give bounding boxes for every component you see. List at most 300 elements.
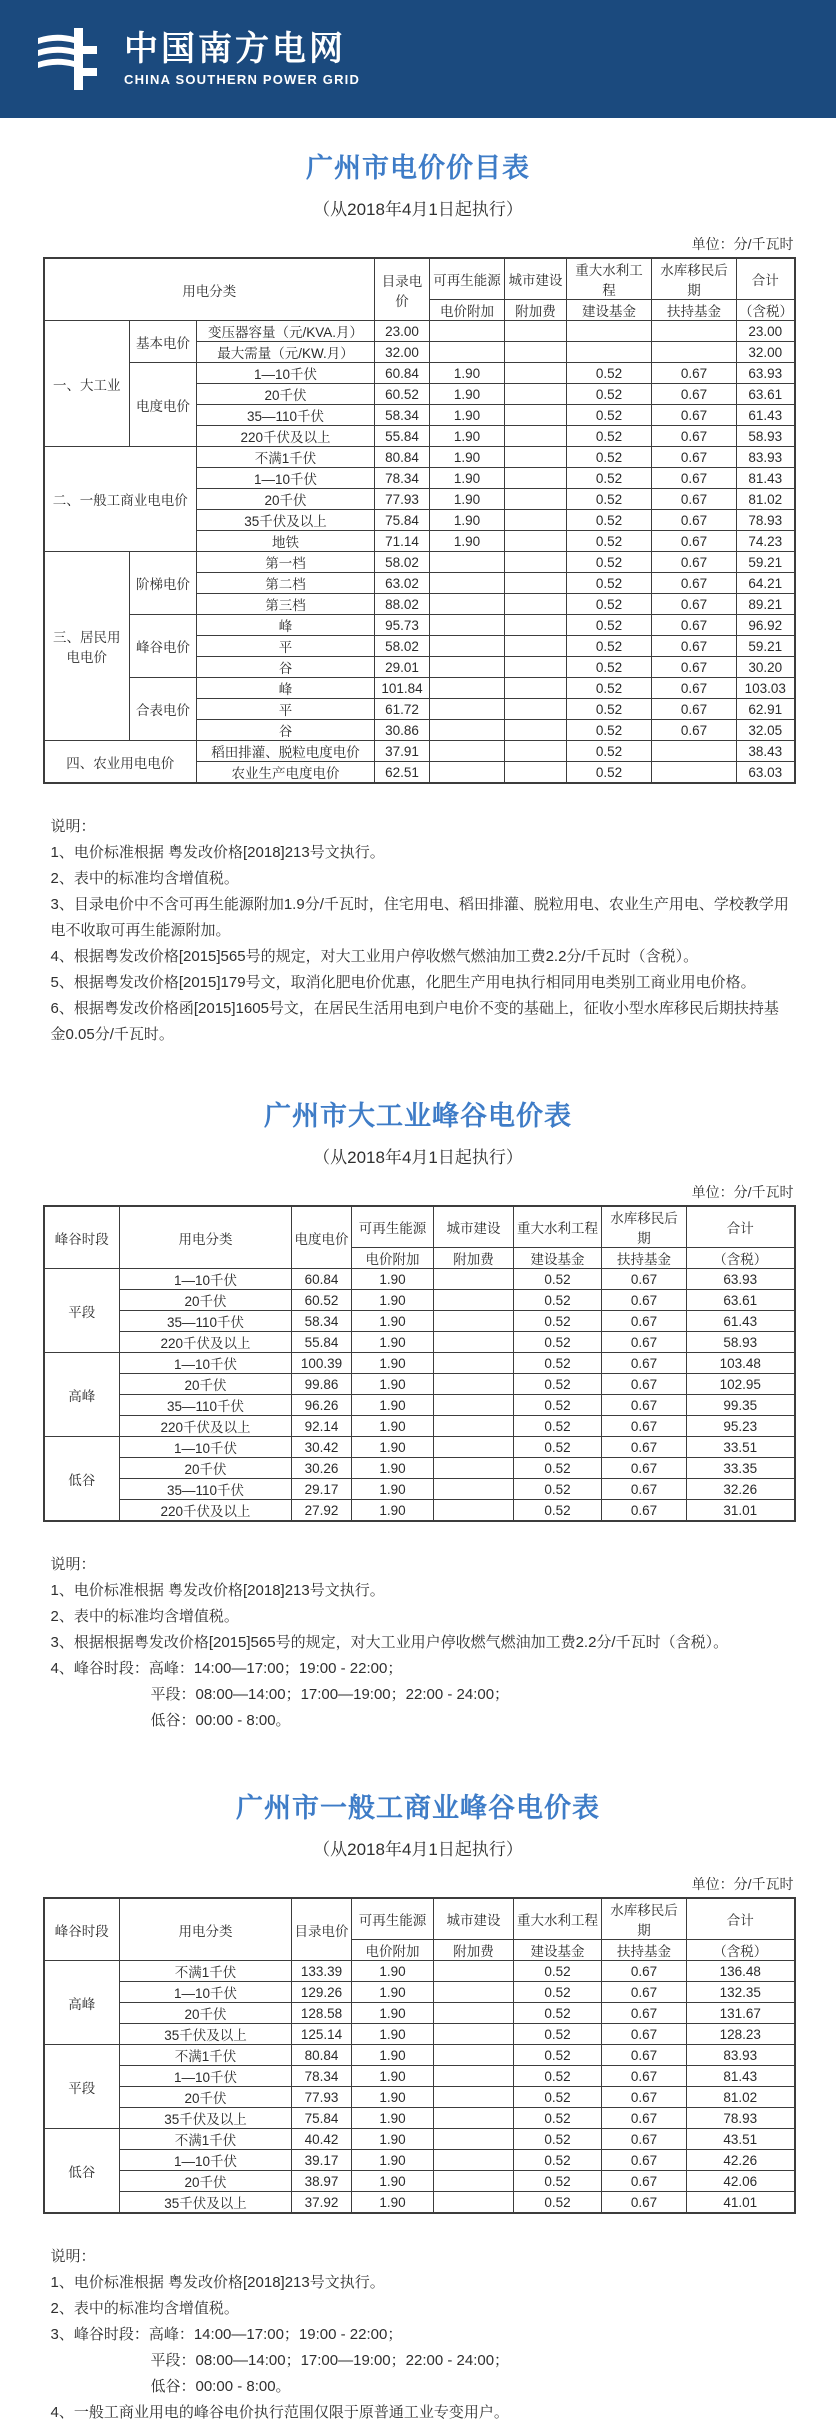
table-cell: 扶持基金 <box>652 300 737 321</box>
table-cell: 建设基金 <box>567 300 652 321</box>
section-price-list <box>43 146 794 1048</box>
table-row <box>44 2003 795 2024</box>
table-cell: 0.52 <box>514 2108 602 2129</box>
table-row <box>44 1311 795 1332</box>
table-row <box>44 1395 795 1416</box>
empty-cell <box>434 1458 514 1479</box>
table-cell: 62.51 <box>375 762 430 784</box>
table-cell: 20千伏 <box>120 1374 292 1395</box>
table-cell: 二、一般工商业电电价 <box>44 447 197 552</box>
table-cell: 0.52 <box>514 1458 602 1479</box>
table-cell: 89.21 <box>737 594 795 615</box>
table-cell: 0.67 <box>602 1290 687 1311</box>
table-cell: 1.90 <box>352 1395 434 1416</box>
table-cell: 1.90 <box>352 2150 434 2171</box>
table-cell: 63.93 <box>687 1269 795 1290</box>
table-cell: 0.52 <box>514 1290 602 1311</box>
table-cell: 60.52 <box>292 1290 352 1311</box>
table-cell: 43.51 <box>687 2129 795 2150</box>
empty-cell <box>505 342 567 363</box>
table-row <box>44 2045 795 2066</box>
table-cell: 78.34 <box>292 2066 352 2087</box>
table-cell: 1.90 <box>352 1332 434 1353</box>
table-cell: 低谷 <box>44 1437 120 1522</box>
table-cell: 0.52 <box>567 510 652 531</box>
table-row <box>44 447 795 468</box>
table-cell: 0.52 <box>567 699 652 720</box>
table-cell: 35千伏及以上 <box>120 2108 292 2129</box>
table-cell: 高峰 <box>44 1961 120 2045</box>
empty-cell <box>505 489 567 510</box>
table-cell: 0.52 <box>567 573 652 594</box>
table-cell: 不满1千伏 <box>120 2045 292 2066</box>
table-cell: 32.00 <box>375 342 430 363</box>
table-cell: 0.52 <box>567 426 652 447</box>
table-cell: 33.51 <box>687 1437 795 1458</box>
table-cell: 220千伏及以上 <box>120 1416 292 1437</box>
table-cell: 32.05 <box>737 720 795 741</box>
table-cell: 60.84 <box>375 363 430 384</box>
table-cell: 63.03 <box>737 762 795 784</box>
table-cell: 38.43 <box>737 741 795 762</box>
table-cell: 平 <box>197 636 375 657</box>
note-line: 平段：08:00—14:00；17:00—19:00；22:00 - 24:00； <box>150 1686 510 1703</box>
empty-cell <box>430 720 505 741</box>
table-cell: 102.95 <box>687 1374 795 1395</box>
table-row <box>44 1290 795 1311</box>
table-cell: 目录电价 <box>292 1898 352 1961</box>
table-cell: 37.91 <box>375 741 430 762</box>
empty-cell <box>505 636 567 657</box>
table-cell: 20千伏 <box>120 1458 292 1479</box>
empty-cell <box>430 678 505 699</box>
table-cell: 1.90 <box>352 2108 434 2129</box>
table-cell: 64.21 <box>737 573 795 594</box>
table-cell: 平段 <box>44 2045 120 2129</box>
table-cell: 0.67 <box>652 447 737 468</box>
table-cell: 78.34 <box>375 468 430 489</box>
empty-cell <box>434 1269 514 1290</box>
table1-subtitle: （从2018年4月1日起执行） <box>313 200 523 219</box>
table-cell: 0.52 <box>514 2129 602 2150</box>
table-cell: 地铁 <box>197 531 375 552</box>
table-cell: 0.67 <box>602 2192 687 2214</box>
table-cell: 39.17 <box>292 2150 352 2171</box>
empty-cell <box>434 1982 514 2003</box>
table-cell: 38.97 <box>292 2171 352 2192</box>
table-cell: 0.67 <box>602 2003 687 2024</box>
table-cell: 131.67 <box>687 2003 795 2024</box>
table2-unit-label: 单位：分/千瓦时 <box>691 1184 794 1200</box>
table1-title: 广州市电价价目表 <box>306 153 530 183</box>
table-cell: 1.90 <box>352 1458 434 1479</box>
table-cell: 1.90 <box>430 531 505 552</box>
table-cell: 0.67 <box>602 2150 687 2171</box>
table-cell: 建设基金 <box>514 1940 602 1961</box>
table-cell: 1—10千伏 <box>120 1437 292 1458</box>
empty-cell <box>430 594 505 615</box>
table-cell: 80.84 <box>292 2045 352 2066</box>
table-cell: 61.43 <box>737 405 795 426</box>
table-row <box>44 678 795 699</box>
table-cell: 58.02 <box>375 636 430 657</box>
table-cell: 1.90 <box>352 1437 434 1458</box>
table-cell: 0.52 <box>567 594 652 615</box>
table-row <box>44 1206 795 1248</box>
table-cell: 0.67 <box>602 2066 687 2087</box>
table-cell: 0.67 <box>602 2087 687 2108</box>
table-cell: （含税） <box>737 300 795 321</box>
table-cell: 20千伏 <box>120 2003 292 2024</box>
table-cell: 0.52 <box>514 1982 602 2003</box>
table-cell: 42.06 <box>687 2171 795 2192</box>
empty-cell <box>652 321 737 342</box>
note-line: 3、峰谷时段：高峰：14:00—17:00；19:00 - 22:00； <box>50 2326 403 2343</box>
table-row <box>44 321 795 342</box>
table-cell: 125.14 <box>292 2024 352 2045</box>
table-cell: 1—10千伏 <box>120 2150 292 2171</box>
table-cell: 0.67 <box>602 1479 687 1500</box>
table-row <box>44 552 795 573</box>
table-cell: 220千伏及以上 <box>120 1500 292 1522</box>
table-cell: 可再生能源 <box>352 1206 434 1248</box>
empty-cell <box>505 447 567 468</box>
table-cell: 峰谷时段 <box>44 1206 120 1269</box>
table1-unit-label: 单位：分/千瓦时 <box>691 236 794 252</box>
table-cell: 60.52 <box>375 384 430 405</box>
table-cell: 0.67 <box>652 636 737 657</box>
table-row <box>44 2066 795 2087</box>
table-cell: 75.84 <box>292 2108 352 2129</box>
table-cell: 220千伏及以上 <box>120 1332 292 1353</box>
note-line: 低谷：00:00 - 8:00。 <box>150 2378 291 2395</box>
table-cell: 0.52 <box>567 720 652 741</box>
table-cell: 1.90 <box>352 1353 434 1374</box>
table-cell: 一、大工业 <box>44 321 130 447</box>
table-cell: 变压器容量（元/KVA.月） <box>197 321 375 342</box>
note-line: 1、电价标准根据 粤发改价格[2018]213号文执行。 <box>50 844 385 861</box>
table-cell: 0.67 <box>602 1416 687 1437</box>
table-cell: 59.21 <box>737 552 795 573</box>
note-line: 2、表中的标准均含增值税。 <box>50 1608 239 1625</box>
empty-cell <box>434 1353 514 1374</box>
empty-cell <box>430 573 505 594</box>
table-cell: 132.35 <box>687 1982 795 2003</box>
empty-cell <box>430 657 505 678</box>
table-cell: 63.61 <box>687 1290 795 1311</box>
table-cell: 农业生产电度电价 <box>197 762 375 784</box>
table-cell: 0.67 <box>602 1500 687 1522</box>
empty-cell <box>505 573 567 594</box>
table-cell: 不满1千伏 <box>120 2129 292 2150</box>
table-cell: 1.90 <box>352 2171 434 2192</box>
table-cell: 0.67 <box>652 531 737 552</box>
table-cell: 0.67 <box>602 1437 687 1458</box>
table-cell: 0.52 <box>567 384 652 405</box>
table-cell: 71.14 <box>375 531 430 552</box>
table-cell: 0.52 <box>514 2087 602 2108</box>
empty-cell <box>434 1479 514 1500</box>
table-cell: 1.90 <box>352 2129 434 2150</box>
empty-cell <box>430 762 505 784</box>
table-cell: 220千伏及以上 <box>197 426 375 447</box>
note-line: 平段：08:00—14:00；17:00—19:00；22:00 - 24:00； <box>150 2352 510 2369</box>
table-cell: 1.90 <box>430 510 505 531</box>
table-cell: 0.52 <box>514 1311 602 1332</box>
table-cell: 电价附加 <box>352 1248 434 1269</box>
table-cell: 0.52 <box>567 468 652 489</box>
table-cell: 合计 <box>687 1206 795 1248</box>
table-cell: 0.52 <box>567 678 652 699</box>
table-row <box>44 2192 795 2214</box>
table-cell: 35—110千伏 <box>120 1479 292 1500</box>
table-cell: 30.20 <box>737 657 795 678</box>
table-cell: 0.52 <box>514 1395 602 1416</box>
table-cell: 31.01 <box>687 1500 795 1522</box>
table-row <box>44 363 795 384</box>
table-cell: 95.73 <box>375 615 430 636</box>
note-line: 3、目录电价中不含可再生能源附加1.9分/千瓦时，住宅用电、稻田排灌、脱粒用电、农业生产用电、学校教学用电不收取可再生能源附加。 <box>50 896 789 939</box>
table-cell: 重大水利工程 <box>567 258 652 300</box>
empty-cell <box>505 384 567 405</box>
table-cell: 0.52 <box>567 615 652 636</box>
table2-title: 广州市大工业峰谷电价表 <box>264 1101 572 1131</box>
table-cell: 0.52 <box>567 741 652 762</box>
brand-header <box>0 0 836 118</box>
table2-notes <box>51 1552 794 1734</box>
table-cell: 谷 <box>197 720 375 741</box>
table-cell: 133.39 <box>292 1961 352 1982</box>
empty-cell <box>505 762 567 784</box>
table-cell: 0.67 <box>652 552 737 573</box>
table-cell: 35—110千伏 <box>120 1395 292 1416</box>
table-cell: 第二档 <box>197 573 375 594</box>
table-cell: 0.52 <box>514 2003 602 2024</box>
empty-cell <box>505 594 567 615</box>
table-cell: 0.67 <box>652 573 737 594</box>
table-cell: 55.84 <box>292 1332 352 1353</box>
note-line: 1、电价标准根据 粤发改价格[2018]213号文执行。 <box>50 1582 385 1599</box>
table-cell: 0.67 <box>602 1458 687 1479</box>
table-cell: 用电分类 <box>120 1206 292 1269</box>
table-cell: 75.84 <box>375 510 430 531</box>
table-cell: 1.90 <box>352 1311 434 1332</box>
table-cell: 129.26 <box>292 1982 352 2003</box>
table-cell: 99.86 <box>292 1374 352 1395</box>
table-row <box>44 2129 795 2150</box>
section-large-industry-tou <box>43 1094 794 1734</box>
table-cell: 0.67 <box>602 1982 687 2003</box>
table-cell: 0.67 <box>652 678 737 699</box>
empty-cell <box>505 699 567 720</box>
table-cell: 0.67 <box>652 363 737 384</box>
empty-cell <box>505 615 567 636</box>
table-row <box>44 1416 795 1437</box>
table-cell: 1.90 <box>352 1982 434 2003</box>
empty-cell <box>434 1961 514 1982</box>
table-cell: 23.00 <box>375 321 430 342</box>
table-cell: 80.84 <box>375 447 430 468</box>
table-cell: 0.67 <box>602 1311 687 1332</box>
table-row <box>44 2024 795 2045</box>
note-line: 4、根据粤发改价格[2015]565号的规定，对大工业用户停收燃气燃油加工费2.2分/千瓦时（含税）。 <box>50 948 699 965</box>
table-cell: 峰谷时段 <box>44 1898 120 1961</box>
empty-cell <box>505 468 567 489</box>
table-cell: 重大水利工程 <box>514 1898 602 1940</box>
table-row <box>44 1332 795 1353</box>
table-cell: 0.67 <box>652 468 737 489</box>
table-cell: 78.93 <box>687 2108 795 2129</box>
table-cell: 不满1千伏 <box>197 447 375 468</box>
empty-cell <box>505 741 567 762</box>
note-line: 低谷：00:00 - 8:00。 <box>150 1712 291 1729</box>
table-row <box>44 615 795 636</box>
table-cell: 35千伏及以上 <box>197 510 375 531</box>
table-cell: 0.52 <box>514 2171 602 2192</box>
table-cell: 61.43 <box>687 1311 795 1332</box>
table-cell: 0.67 <box>602 2129 687 2150</box>
empty-cell <box>505 678 567 699</box>
table-cell: 合表电价 <box>130 678 197 741</box>
table-cell: 平段 <box>44 1269 120 1353</box>
table-row <box>44 1500 795 1522</box>
table-cell: 0.52 <box>514 2024 602 2045</box>
table-cell: 扶持基金 <box>602 1248 687 1269</box>
table-cell: 1.90 <box>352 1961 434 1982</box>
table-cell: 63.02 <box>375 573 430 594</box>
table-cell: 0.52 <box>514 2045 602 2066</box>
empty-cell <box>505 363 567 384</box>
table-cell: 1—10千伏 <box>120 1269 292 1290</box>
table-cell: 目录电价 <box>375 258 430 321</box>
empty-cell <box>434 1374 514 1395</box>
table-cell: 1.90 <box>352 1269 434 1290</box>
table-cell: 1.90 <box>352 2087 434 2108</box>
empty-cell <box>434 1290 514 1311</box>
note-line: 2、表中的标准均含增值税。 <box>50 2300 239 2317</box>
table-cell: 33.35 <box>687 1458 795 1479</box>
table-cell: 0.67 <box>652 594 737 615</box>
table-cell: 电度电价 <box>130 363 197 447</box>
table-cell: 0.67 <box>602 1353 687 1374</box>
note-line: 6、根据粤发改价格函[2015]1605号文，在居民生活用电到户电价不变的基础上，征收小型水库移民后期扶持基金0.05分/千瓦时。 <box>50 1000 779 1043</box>
table-cell: 0.52 <box>514 2192 602 2214</box>
note-line: 4、一般工商业用电的峰谷电价执行范围仅限于原普通工业专变用户。 <box>50 2404 509 2421</box>
empty-cell <box>434 1332 514 1353</box>
table-cell: 0.67 <box>602 2108 687 2129</box>
note-line: 5、根据粤发改价格[2015]179号文，取消化肥电价优惠，化肥生产用电执行相同用电类别工商业用电价格。 <box>50 974 756 991</box>
table-row <box>44 2171 795 2192</box>
table-cell: 23.00 <box>737 321 795 342</box>
table-cell: 101.84 <box>375 678 430 699</box>
table-cell: 1.90 <box>430 426 505 447</box>
empty-cell <box>430 741 505 762</box>
table-cell: 41.01 <box>687 2192 795 2214</box>
table-cell: 1.90 <box>352 1290 434 1311</box>
table-cell: 第一档 <box>197 552 375 573</box>
empty-cell <box>434 2192 514 2214</box>
table-cell: 扶持基金 <box>602 1940 687 1961</box>
empty-cell <box>434 2129 514 2150</box>
empty-cell <box>430 552 505 573</box>
table-cell: 1—10千伏 <box>197 363 375 384</box>
table-cell: 1—10千伏 <box>120 1982 292 2003</box>
table-row <box>44 1982 795 2003</box>
table-cell: 20千伏 <box>120 1290 292 1311</box>
price-table-general-commercial <box>43 1897 796 2214</box>
table-cell: 0.67 <box>602 1332 687 1353</box>
note-line: 3、根据根据粤发改价格[2015]565号的规定，对大工业用户停收燃气燃油加工费2.2分/千瓦时（含税）。 <box>50 1634 729 1651</box>
table-cell: 1—10千伏 <box>120 2066 292 2087</box>
table-cell: 83.93 <box>737 447 795 468</box>
table-cell: 0.52 <box>567 405 652 426</box>
table-cell: 0.67 <box>652 489 737 510</box>
table-cell: 0.67 <box>602 1374 687 1395</box>
table-cell: 峰谷电价 <box>130 615 197 678</box>
table1-notes <box>51 814 794 1048</box>
table-cell: 建设基金 <box>514 1248 602 1269</box>
table-row <box>44 1437 795 1458</box>
table-cell: 20千伏 <box>197 384 375 405</box>
table-cell: 29.01 <box>375 657 430 678</box>
table-cell: 95.23 <box>687 1416 795 1437</box>
table-cell: 0.52 <box>514 2066 602 2087</box>
table-cell: 81.43 <box>737 468 795 489</box>
empty-cell <box>434 1311 514 1332</box>
empty-cell <box>505 657 567 678</box>
empty-cell <box>505 720 567 741</box>
table-cell: 30.86 <box>375 720 430 741</box>
empty-cell <box>434 1416 514 1437</box>
table-cell: 74.23 <box>737 531 795 552</box>
table-cell: 77.93 <box>375 489 430 510</box>
table-cell: 0.52 <box>567 531 652 552</box>
empty-cell <box>430 342 505 363</box>
empty-cell <box>434 1437 514 1458</box>
table-cell: 0.52 <box>567 489 652 510</box>
table-cell: 重大水利工程 <box>514 1206 602 1248</box>
table-cell: 电价附加 <box>352 1940 434 1961</box>
brand-name-cn: 中国南方电网 <box>124 30 346 69</box>
empty-cell <box>505 552 567 573</box>
table-cell: 0.52 <box>567 552 652 573</box>
empty-cell <box>505 531 567 552</box>
table-cell: 58.02 <box>375 552 430 573</box>
table-cell: 合计 <box>737 258 795 300</box>
table-cell: 用电分类 <box>44 258 375 321</box>
table-cell: 62.91 <box>737 699 795 720</box>
table-row <box>44 1961 795 1982</box>
table3-unit-label: 单位：分/千瓦时 <box>691 1876 794 1892</box>
table-cell: 0.52 <box>514 1269 602 1290</box>
table-cell: 0.52 <box>567 657 652 678</box>
table-cell: 0.52 <box>514 1416 602 1437</box>
table-cell: 77.93 <box>292 2087 352 2108</box>
table-cell: 0.52 <box>567 636 652 657</box>
table-cell: 不满1千伏 <box>120 1961 292 1982</box>
csg-logo-icon <box>34 22 108 96</box>
note-line: 4、峰谷时段：高峰：14:00—17:00；19:00 - 22:00； <box>50 1660 403 1677</box>
empty-cell <box>505 321 567 342</box>
table3-notes <box>51 2244 794 2426</box>
empty-cell <box>505 510 567 531</box>
table-cell: 1.90 <box>430 384 505 405</box>
table-cell: 平 <box>197 699 375 720</box>
table-cell: 可再生能源 <box>430 258 505 300</box>
table-cell: 0.67 <box>652 615 737 636</box>
table-cell: 81.43 <box>687 2066 795 2087</box>
table-cell: 32.00 <box>737 342 795 363</box>
